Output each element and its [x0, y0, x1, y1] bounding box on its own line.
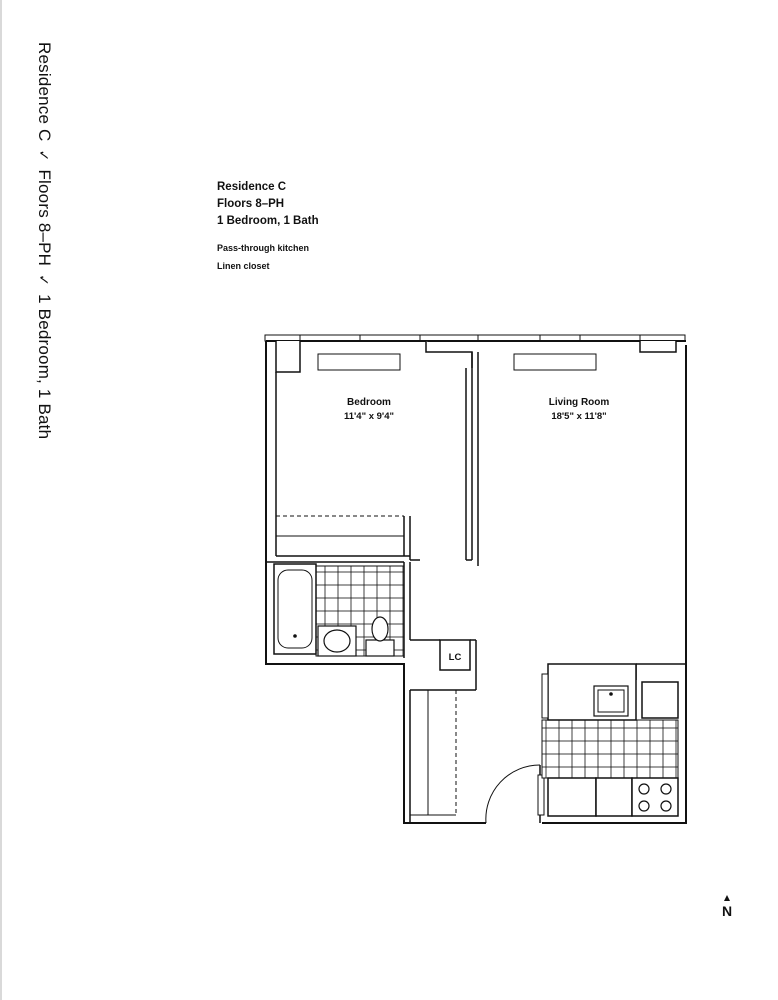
feature-linen-closet: Linen closet — [217, 261, 270, 271]
feature-pass-through-kitchen: Pass-through kitchen — [217, 243, 310, 253]
refrigerator — [642, 682, 678, 718]
side-title-floors: Floors 8–PH — [35, 169, 54, 267]
range — [632, 778, 678, 816]
info-title: Residence C — [217, 181, 287, 193]
kitchen — [542, 664, 678, 816]
bedroom-dims: 11'4" x 9'4" — [344, 411, 394, 422]
bedroom-label: Bedroom — [347, 397, 391, 408]
living-room-dims: 18'5" x 11'8" — [551, 411, 607, 422]
bathroom — [274, 564, 404, 656]
dishwasher — [548, 778, 596, 816]
side-title-layout: 1 Bedroom, 1 Bath — [35, 294, 54, 440]
toilet — [366, 640, 394, 656]
bathtub — [274, 564, 316, 654]
side-title-residence: Residence C — [35, 42, 54, 142]
separator-icon: ✓ — [36, 274, 52, 287]
north-indicator — [722, 895, 732, 919]
info-layout: 1 Bedroom, 1 Bath — [217, 215, 319, 227]
north-arrow-icon — [724, 895, 730, 901]
closet-shelf — [276, 516, 404, 536]
north-label: N — [722, 903, 733, 919]
info-floors: Floors 8–PH — [217, 198, 285, 210]
linen-closet-label: LC — [448, 652, 462, 663]
separator-icon: ✓ — [36, 149, 52, 162]
entry-closet — [410, 670, 476, 823]
living-room-label: Living Room — [548, 397, 610, 408]
entry-door — [486, 765, 544, 823]
